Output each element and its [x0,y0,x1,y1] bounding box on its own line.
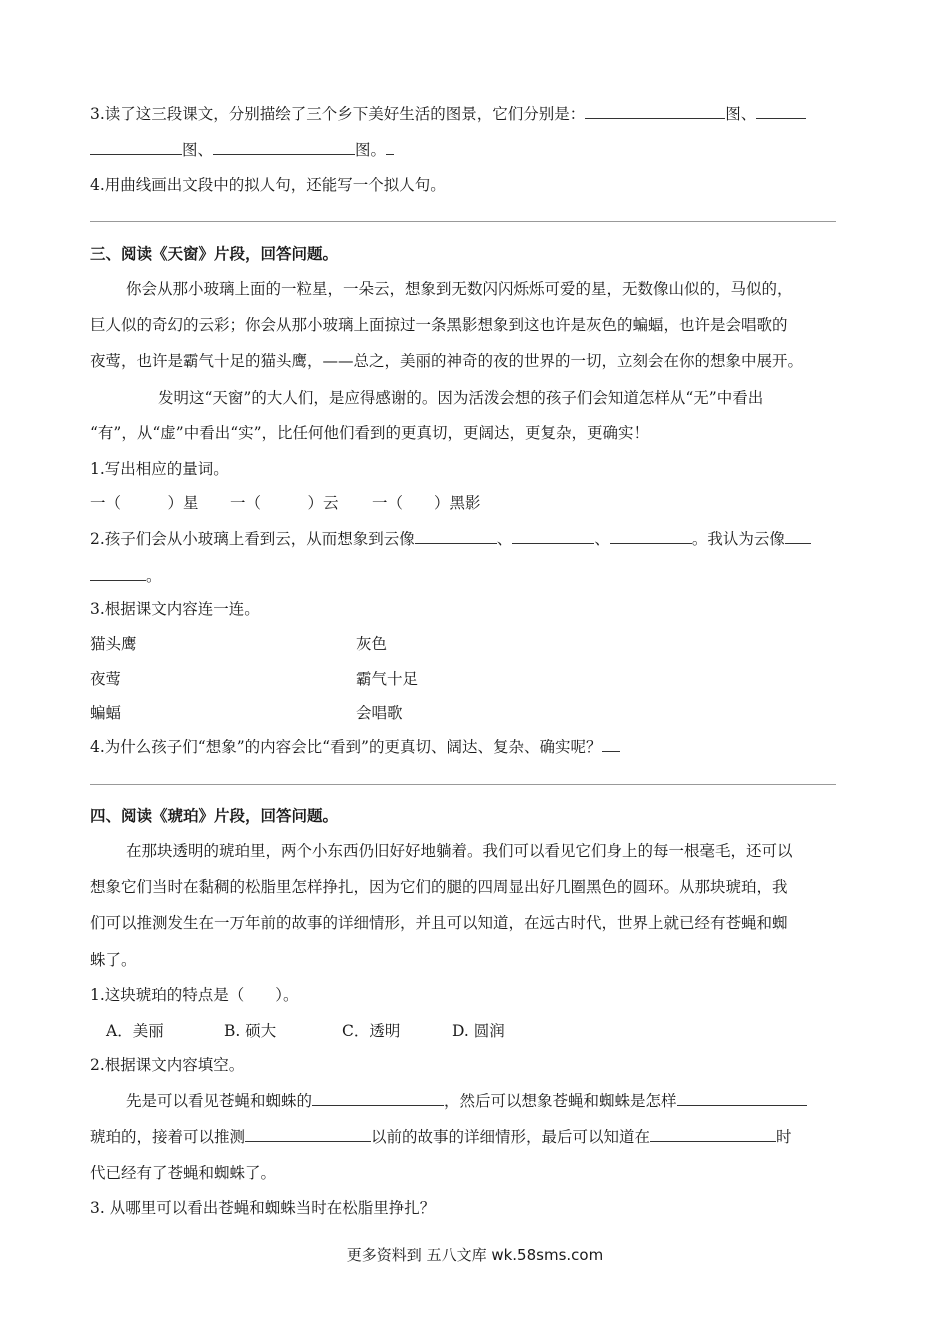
blank[interactable] [386,139,394,156]
sec2-q3-line1: 3.读了这三段课文，分别描绘了三个乡下美好生活的图景，它们分别是： 图、 [90,102,806,124]
blank[interactable] [756,103,806,120]
sec4-q1: 1.这块琥珀的特点是（ ）。 [90,986,299,1004]
section-title-hupo: 四、阅读《琥珀》片段，回答问题。 [90,806,339,825]
answer-line[interactable] [90,221,836,222]
blank[interactable] [245,1126,371,1143]
passage-line: 蛛了。 [90,951,137,969]
sec2-q3-line2: 图、 图。 [90,138,394,160]
answer-line[interactable] [90,784,836,785]
passage-line: 巨人似的奇幻的云彩；你会从那小玻璃上面掠过一条黑影想象到这也许是灰色的蝙蝠，也许是会唱歌的 [90,316,788,334]
match-right-item[interactable]: 灰色 [356,635,388,653]
measure-word-item[interactable]: 一（ ）黑影 [372,494,481,512]
sec4-q3: 3. 从哪里可以看出苍蝇和蜘蛛当时在松脂里挣扎？ [90,1199,436,1217]
sec2-q4: 4.用曲线画出文段中的拟人句，还能写一个拟人句。 [90,176,446,194]
match-right-item[interactable]: 会唱歌 [356,704,403,722]
choice-option[interactable]: A．美丽 [106,1022,164,1040]
sec3-q1: 1.写出相应的量词。 [90,460,229,478]
measure-word-item[interactable]: 一（ ）星 [90,494,199,512]
passage-line: 夜莺，也许是霸气十足的猫头鹰，——总之，美丽的神奇的夜的世界的一切，立刻会在你的想象中展开。 [90,352,804,370]
blank[interactable] [512,528,594,545]
sec4-q2-line2: 琥珀的，接着可以推测 以前的故事的详细情形，最后可以知道在 时 [90,1125,792,1147]
passage-line: 们可以推测发生在一万年前的故事的详细情形，并且可以知道，在远古时代，世界上就已经有苍蝇和蜘 [90,914,788,932]
blank[interactable] [602,736,620,753]
match-row [90,667,419,689]
passage-line: 发明这“天窗”的大人们，是应得感谢的。因为活泼会想的孩子们会知道怎样从“无”中看出 [158,389,764,407]
blank[interactable] [785,528,811,545]
passage-line: “有”，从“虚”中看出“实”，比任何他们看到的更真切，更阔达，更复杂，更确实！ [90,424,650,442]
section-title-tianchuang: 三、阅读《天窗》片段，回答问题。 [90,244,339,263]
sec3-q1-items [90,491,481,513]
blank[interactable] [213,139,355,156]
match-left-item[interactable]: 猫头鹰 [90,635,137,653]
footer-watermark: 更多资料到 五八文库 wk.58sms.com [346,1246,604,1264]
sec4-q2-line3: 代已经有了苍蝇和蜘蛛了。 [90,1164,277,1182]
match-left-item[interactable]: 蝙蝠 [90,704,122,722]
sec3-q2-line2: 。 [90,564,162,586]
blank[interactable] [90,139,182,156]
choice-option[interactable]: D. 圆润 [452,1022,505,1040]
sec4-q2-line1: 先是可以看见苍蝇和蜘蛛的 ，然后可以想象苍蝇和蜘蛛是怎样 [126,1089,807,1111]
blank[interactable] [650,1126,776,1143]
match-right-item[interactable]: 霸气十足 [356,670,419,688]
sec3-q3: 3.根据课文内容连一连。 [90,600,260,618]
blank[interactable] [585,103,725,120]
blank[interactable] [415,528,497,545]
passage-line: 你会从那小玻璃上面的一粒星，一朵云，想象到无数闪闪烁烁可爱的星，无数像山似的，马似的， [126,280,793,298]
sec4-q1-options [106,1019,505,1041]
match-left-item[interactable]: 夜莺 [90,670,122,688]
blank[interactable] [90,565,146,582]
blank[interactable] [677,1090,807,1107]
choice-option[interactable]: C．透明 [342,1022,401,1040]
blank[interactable] [312,1090,444,1107]
sec4-q2: 2.根据课文内容填空。 [90,1056,245,1074]
match-row [90,701,403,723]
measure-word-item[interactable]: 一（ ）云 [230,494,339,512]
choice-option[interactable]: B. 硕大 [224,1022,277,1040]
passage-line: 想象它们当时在黏稠的松脂里怎样挣扎，因为它们的腿的四周显出好几圈黑色的圆环。从那块琥珀，我 [90,878,788,896]
match-row [90,632,388,654]
sec3-q4: 4.为什么孩子们“想象”的内容会比“看到”的更真切、阔达、复杂、确实呢？ [90,735,620,757]
blank[interactable] [610,528,692,545]
passage-line: 在那块透明的琥珀里，两个小东西仍旧好好地躺着。我们可以看见它们身上的每一根毫毛，还可以 [126,842,793,860]
sec3-q2-line1: 2.孩子们会从小玻璃上看到云，从而想象到云像 、 、 。我认为云像 [90,527,811,549]
